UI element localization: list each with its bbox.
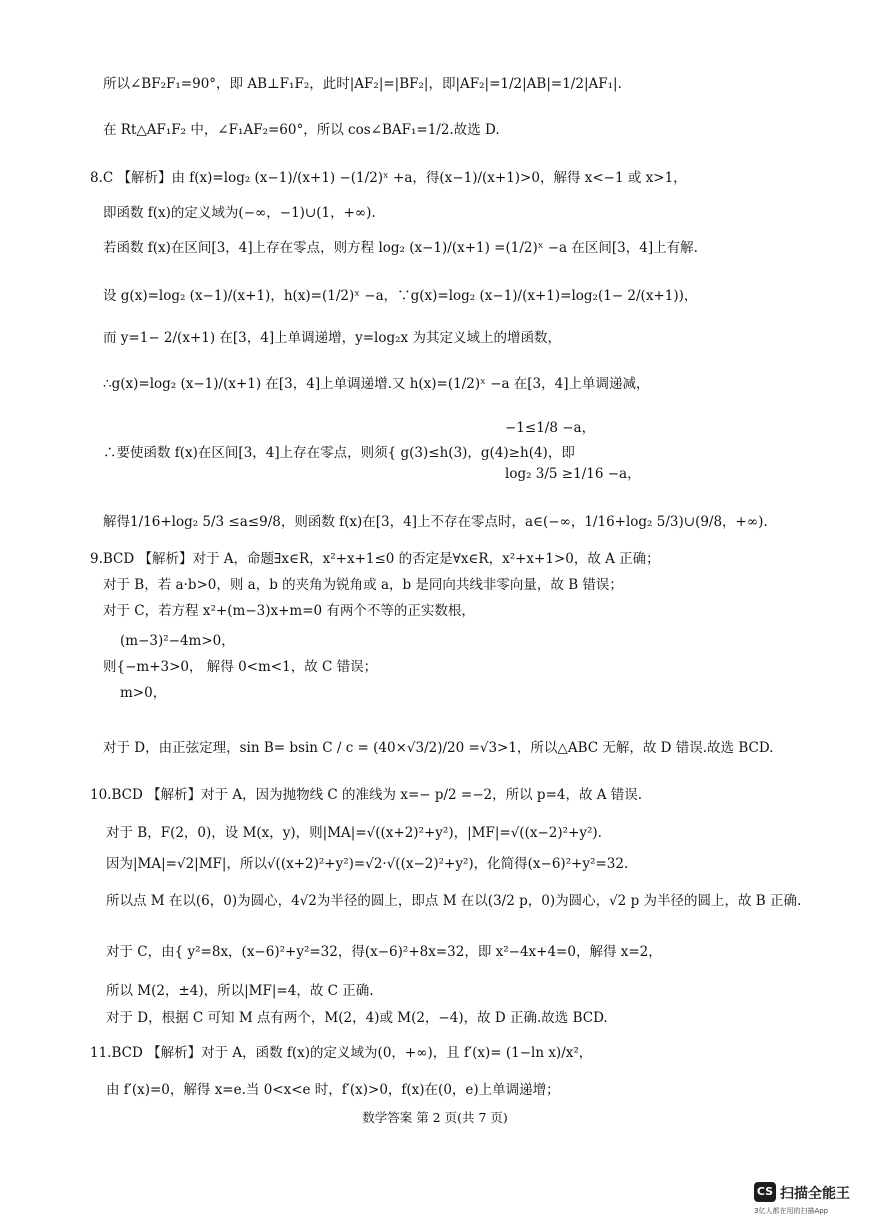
text-line: 则{−m+3>0， 解得 0<m<1，故 C 错误； [103,659,378,675]
text-line: 在 Rt△AF₁F₂ 中，∠F₁AF₂=60°，所以 cos∠BAF₁=1/2.故选 D. [103,122,500,138]
text-line: 所以 M(2，±4)，所以|MF|=4，故 C 正确. [106,983,374,999]
text-line: ∴g(x)=log₂ (x−1)/(x+1) 在[3，4]上单调递增.又 h(x)=(1/2)ˣ −a 在[3，4]上单调递减， [103,376,650,392]
text-line: 11.BCD 【解析】对于 A，函数 f(x)的定义域为(0，+∞)，且 f′(x)= (1−ln x)/x²， [90,1045,593,1061]
logo-tagline: 3亿人都在用的扫描App [754,1207,829,1215]
logo-name: 扫描全能王 [780,1186,850,1202]
text-line: 对于 C，由{ y²=8x，(x−6)²+y²=32，得(x−6)²+8x=32，即 x²−4x+4=0，解得 x=2， [106,944,662,960]
cs-logo-icon: CS [754,1182,776,1202]
text-line: log₂ 3/5 ≥1/16 −a， [505,466,641,482]
text-line: 10.BCD 【解析】对于 A，因为抛物线 C 的准线为 x=− p/2 =−2，所以 p=4，故 A 错误. [90,787,643,803]
text-line: 对于 D，根据 C 可知 M 点有两个，M(2，4)或 M(2，−4)，故 D 正确.故选 BCD. [106,1010,608,1026]
text-line: 对于 B，若 a·b>0，则 a，b 的夹角为锐角或 a，b 是同向共线非零向量，故 B 错误； [103,577,623,593]
text-line: ∴要使函数 f(x)在区间[3，4]上存在零点，则须{ g(3)≤h(3)，g(4)≥h(4)，即 [103,445,575,461]
text-line: 8.C 【解析】由 f(x)=log₂ (x−1)/(x+1) −(1/2)ˣ +a，得(x−1)/(x+1)>0，解得 x<−1 或 x>1， [90,170,687,186]
text-line: 而 y=1− 2/(x+1) 在[3，4]上单调递增，y=log₂x 为其定义域上的增函数， [103,330,561,346]
text-line: 对于 D，由正弦定理，sin B= bsin C / c = (40×√3/2)/20 =√3>1，所以△ABC 无解，故 D 错误.故选 BCD. [103,740,774,756]
text-line: 对于 B，F(2，0)，设 M(x，y)，则|MA|=√((x+2)²+y²)，|MF|=√((x−2)²+y²). [106,825,602,841]
text-line: 若函数 f(x)在区间[3，4]上存在零点，则方程 log₂ (x−1)/(x+1) =(1/2)ˣ −a 在区间[3，4]上有解. [103,240,698,256]
text-line: 所以∠BF₂F₁=90°，即 AB⊥F₁F₂，此时|AF₂|=|BF₂|，即|AF₂|=1/2|AB|=1/2|AF₁|. [103,76,622,92]
page-footer: 数学答案 第 2 页(共 7 页) [362,1110,508,1125]
text-line: 即函数 f(x)的定义域为(−∞，−1)∪(1，+∞). [103,205,376,221]
text-line: 因为|MA|=√2|MF|，所以√((x+2)²+y²)=√2·√((x−2)²+y²)，化简得(x−6)²+y²=32. [106,856,629,872]
text-line: (m−3)²−4m>0， [120,633,235,649]
text-line: 所以点 M 在以(6，0)为圆心，4√2为半径的圆上，即点 M 在以(3/2 p，0)为圆心，√2 p 为半径的圆上，故 B 正确. [106,893,802,909]
text-line: m>0， [120,685,167,701]
text-line: 9.BCD 【解析】对于 A，命题∃x∈R，x²+x+1≤0 的否定是∀x∈R，x²+x+1>0，故 A 正确； [90,551,660,567]
text-line: 解得1/16+log₂ 5/3 ≤a≤9/8，则函数 f(x)在[3，4]上不存在零点时，a∈(−∞，1/16+log₂ 5/3)∪(9/8，+∞). [103,514,768,530]
text-line: 设 g(x)=log₂ (x−1)/(x+1)，h(x)=(1/2)ˣ −a，∵g(x)=log₂ (x−1)/(x+1)=log₂(1− 2/(x+1))， [103,288,698,304]
scanner-logo [754,1180,859,1220]
text-line: −1≤1/8 −a， [505,420,596,436]
text-line: 由 f′(x)=0，解得 x=e.当 0<x<e 时，f′(x)>0，f(x)在(0，e)上单调递增； [106,1082,560,1098]
text-line: 对于 C，若方程 x²+(m−3)x+m=0 有两个不等的正实数根， [103,603,475,619]
